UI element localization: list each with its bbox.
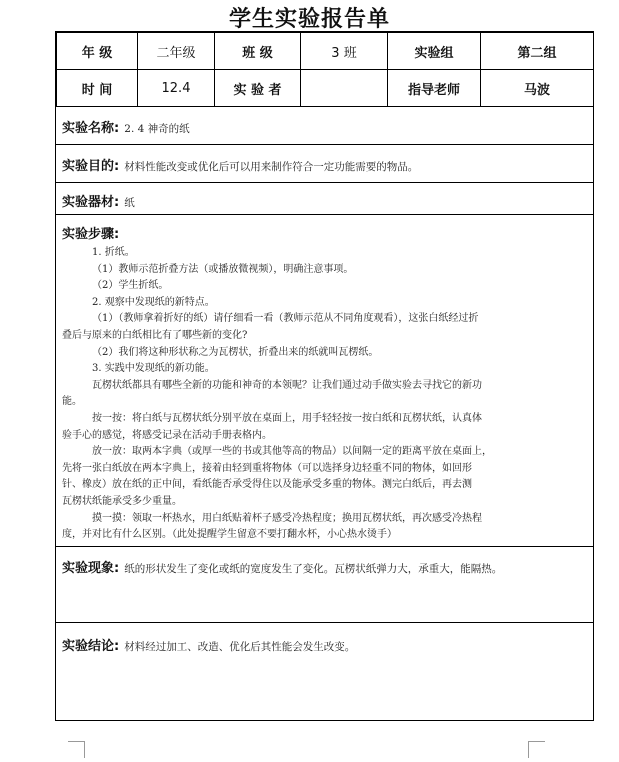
equipment-section (56, 182, 593, 214)
steps-line: 针、橡皮）放在纸的正中间，看纸能否承受得住以及能承受多重的物体。测完白纸后，再去测 (62, 479, 472, 491)
page-corner-mark-left (68, 741, 85, 758)
steps-line: 叠后与原来的白纸相比有了哪些新的变化? (62, 329, 248, 341)
steps-line: （1）（教师拿着折好的纸）请仔细看一看（教师示范从不同角度观看），这张白纸经过折 (92, 313, 479, 325)
steps-line: 摸一摸：领取一杯热水，用白纸贴着杯子感受冷热程度；换用瓦楞状纸，再次感受冷热程 (92, 512, 482, 524)
steps-line: （1）教师示范折叠方法（或播放微视频），明确注意事项。 (92, 263, 354, 275)
steps-line: 验手心的感觉，将感受记录在活动手册表格内。 (62, 429, 272, 441)
phenomenon-value: 纸的形状发生了变化或纸的宽度发生了变化。瓦楞状纸弹力大，承重大，能隔热。 (124, 563, 503, 575)
equipment-label: 实验器材: (62, 195, 120, 210)
purpose-section (56, 144, 593, 182)
steps-line: （2）学生折纸。 (92, 280, 169, 292)
steps-line: 1. 折纸。 (92, 247, 135, 258)
conclusion-label: 实验结论: (62, 639, 120, 654)
steps-line: 3. 实践中发现纸的新功能。 (92, 363, 215, 375)
steps-line: 瓦楞状纸能承受多少重量。 (62, 495, 182, 507)
class-value: 3 班 (301, 33, 388, 70)
phenomenon-label: 实验现象: (62, 561, 120, 576)
steps-line: （2）我们将这种形状称之为瓦楞状，折叠出来的纸就叫瓦楞纸。 (92, 346, 379, 358)
phenomenon-section (56, 546, 593, 622)
equipment-value: 纸 (124, 197, 135, 209)
conclusion-section (56, 622, 593, 720)
class-label: 班 级 (215, 33, 301, 70)
name-section (56, 106, 593, 144)
name-value: 2. 4 神奇的纸 (124, 123, 190, 135)
steps-section (56, 214, 593, 546)
time-label: 时 间 (57, 70, 138, 107)
grade-value: 二年级 (138, 33, 215, 70)
group-value: 第二组 (481, 33, 594, 70)
steps-line: 2. 观察中发现纸的新特点。 (92, 296, 215, 308)
group-label: 实验组 (388, 33, 481, 70)
report-title: 学生实验报告单 (228, 7, 390, 32)
steps-line: 能。 (62, 396, 82, 408)
steps-label: 实验步骤: (62, 227, 120, 242)
experimenter-value (301, 70, 388, 107)
steps-line: 先将一张白纸放在两本字典上，接着由轻到重将物体（可以选择身边轻重不同的物体，如回形 (62, 462, 472, 474)
purpose-value: 材料性能改变或优化后可以用来制作符合一定功能需要的物品。 (124, 161, 419, 173)
page-corner-mark-right (528, 741, 545, 758)
conclusion-value: 材料经过加工、改造、优化后其性能会发生改变。 (124, 641, 356, 653)
info-row-1 (57, 33, 594, 70)
info-table (56, 32, 594, 107)
steps-line: 放一放：取两本字典（或厚一些的书或其他等高的物品）以间隔一定的距离平放在桌面上， (92, 446, 492, 458)
steps-line: 度，并对比有什么区别。（此处提醒学生留意不要打翻水杯，小心热水烫手） (62, 529, 397, 541)
teacher-label: 指导老师 (388, 70, 481, 107)
info-row-2 (57, 70, 594, 107)
name-label: 实验名称: (62, 121, 120, 136)
steps-line: 瓦楞状纸都具有哪些全新的功能和神奇的本领呢？让我们通过动手做实验去寻找它的新功 (92, 379, 482, 391)
experimenter-label: 实 验 者 (215, 70, 301, 107)
grade-label: 年 级 (57, 33, 138, 70)
teacher-value: 马波 (481, 70, 594, 107)
time-value: 12.4 (138, 70, 215, 107)
report-sheet (55, 31, 594, 721)
purpose-label: 实验目的: (62, 159, 120, 174)
steps-line: 按一按：将白纸与瓦楞状纸分别平放在桌面上，用手轻轻按一按白纸和瓦楞状纸，认真体 (92, 412, 482, 424)
